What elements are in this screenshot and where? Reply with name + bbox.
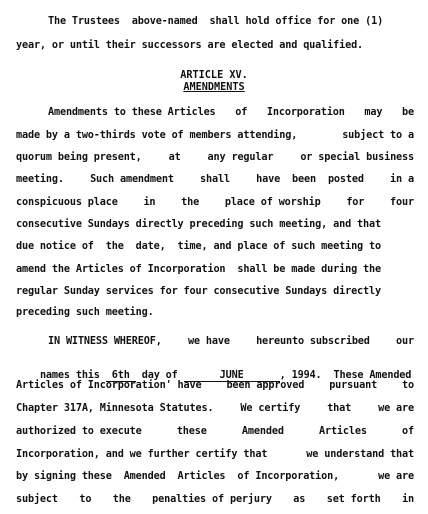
witness-line-4-a: Chapter 317A, Minnesota Statutes. [16,403,214,414]
amend-line-2-b: subject to a [342,130,414,141]
witness-line-4-b: We certify [240,403,301,414]
witness-line-4-c: that [327,403,352,414]
amend-line-2-a: made by a two-thirds vote of members attending, [16,130,298,141]
amend-line-1-a: Amendments to these Articles [48,107,216,118]
amend-line-4-d: have been posted [256,174,364,185]
amend-line-4 [16,174,414,186]
witness-line-8-c: the [112,494,131,505]
witness-line-7 [16,471,414,483]
para1-line1: The Trustees above-named shall hold office for one (1) [48,16,384,27]
para1-line2: year, or until their successors are elected and qualified. [16,40,364,51]
witness-line-7-b: we are [378,471,414,482]
amend-line-5-d: place of worship [224,197,321,208]
amend-line-3-a: quorum being present, [16,152,142,163]
witness-line-5-a: authorized to execute [16,426,142,437]
amend-line-9: regular Sunday services for four consecutive Sundays directly [16,286,381,297]
amend-line-2 [16,130,414,142]
day-field: 6th [106,370,136,382]
witness-line-6 [16,449,414,461]
witness-line-1-d: our [396,336,414,347]
witness-line-1-a: IN WITNESS WHEREOF, [48,336,162,347]
witness-line-4-d: we are [378,403,414,414]
witness-line-1 [48,336,414,348]
witness-line-8 [16,494,414,506]
article-title: AMENDMENTS [183,82,245,93]
amend-line-5-b: in [143,197,156,208]
amend-line-3 [16,152,414,164]
witness-line-5-c: Amended [241,426,284,437]
amend-line-5-c: the [181,197,200,208]
amend-line-5-a: conspicuous place [16,197,118,208]
amend-line-5-e: for [346,197,365,208]
witness-line-3-c: pursuant [329,380,378,391]
amend-line-7: due notice of the date, time, and place of such meeting to [16,241,381,252]
amend-line-1-e: be [402,107,414,118]
witness-line-3-d: to [402,380,414,391]
witness-line-7-a: by signing these Amended Articles of Incorporation, [16,471,340,482]
witness-line-8-e: as [293,494,306,505]
amend-line-6: consecutive Sundays directly preceding such meeting, and that [16,219,381,230]
witness-line-8-b: to [79,494,92,505]
witness-line-6-b: we understand that [306,449,414,460]
witness-line-4 [16,403,414,415]
witness-line-8-a: subject [16,494,58,505]
month-field: JUNE [184,370,280,382]
witness-line-6-a: Incorporation, and we further certify that [16,449,268,460]
amend-line-3-d: or special business [300,152,414,163]
amend-line-1-d: may [364,107,383,118]
witness-line-3-a: Articles of Incorporation' have [16,380,202,391]
witness-line-5 [16,426,414,438]
amend-line-5 [16,197,414,209]
witness-line-8-f: set forth [326,494,381,505]
amend-line-3-b: at [168,152,181,163]
amend-line-5-f: four [390,197,414,208]
amend-line-1-b: of [235,107,248,118]
amend-line-8: amend the Articles of Incorporation shall be made during the [16,264,381,275]
amend-line-3-c: any regular [207,152,274,163]
amend-line-4-b: Such amendment [90,174,174,185]
witness-year: , 1994. These Amended [279,370,412,381]
witness-line-5-b: these [176,426,207,437]
amend-line-1-c: Incorporation [266,107,345,118]
amend-line-4-e: in a [390,174,414,185]
witness-line-5-d: Articles [318,426,367,437]
witness-names-this: names this [39,370,106,381]
amend-line-10: preceding such meeting. [16,307,154,318]
witness-line-1-c: hereunto subscribed [256,336,370,347]
witness-line-8-d: penalties of perjury [152,494,272,505]
witness-line-5-e: of [402,426,414,437]
witness-line-1-b: we have [187,336,230,347]
witness-line-3-b: been approved [226,380,305,391]
amend-line-1 [48,107,414,119]
article-number: ARTICLE XV. [180,70,248,81]
amend-line-4-c: shall [200,174,230,185]
witness-line-3 [16,380,414,392]
witness-day-of: day of [135,370,184,381]
amend-line-4-a: meeting. [16,174,64,185]
witness-line-8-g: in [402,494,414,505]
